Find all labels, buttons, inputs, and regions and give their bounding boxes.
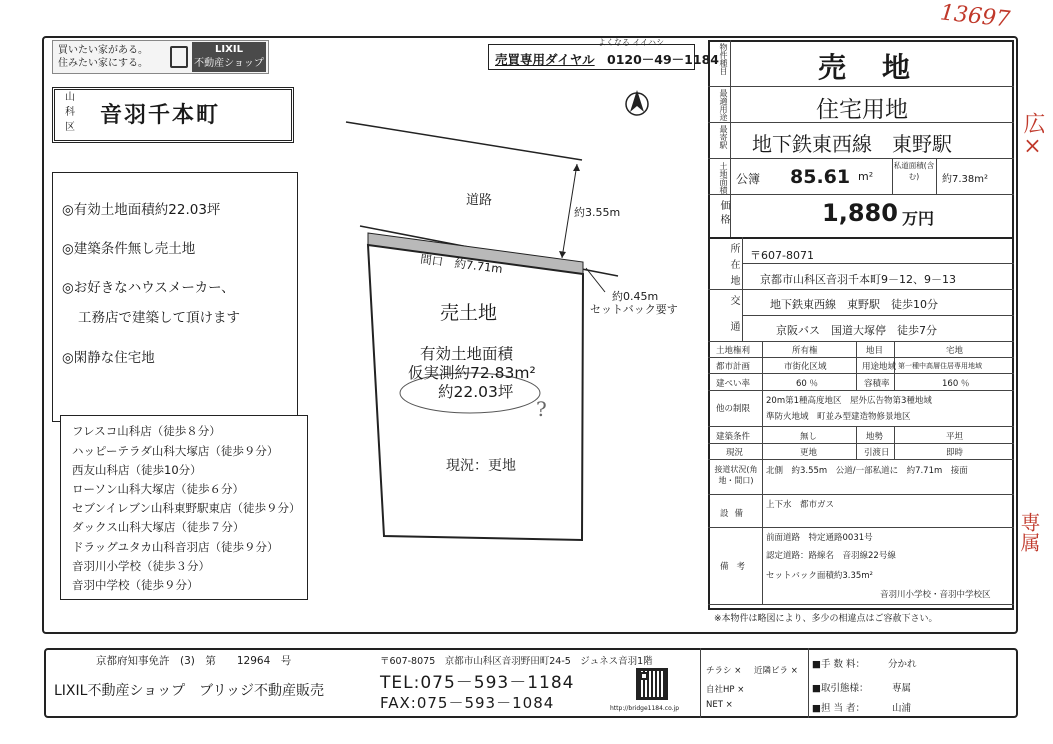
far-label: 容積率 [864, 379, 890, 389]
facilities: 上下水 都市ガス [766, 500, 835, 510]
frontage-label: 間口 約7.71m [419, 252, 504, 276]
nearby-item: 音羽川小学校（徒歩３分） [72, 559, 210, 573]
dial-sub: よくなる イイハシ [598, 38, 664, 47]
setback-width-label: 約0.45m [612, 290, 659, 303]
road-label: 道路 [466, 193, 493, 208]
property-address: 京都市山科区音羽千本町9－12、9－13 [760, 273, 956, 286]
private-road-label: 私道面積(含む) [893, 161, 935, 181]
logo-tagline-2: 住みたい家にする。 [58, 58, 148, 69]
nearby-item: ドラッグユタカ山科音羽店（徒歩９分） [72, 540, 279, 554]
disclaimer: ※本物件は略図により、多少の相違点はご容赦下さい。 [714, 614, 938, 624]
remarks-label: 備考 [720, 562, 754, 572]
road-edge-top [346, 122, 582, 160]
staff: 山浦 [892, 703, 912, 714]
road-access: 北側 約3.55m 公道/一部私道に 約7.71m 接面 [766, 466, 968, 476]
house-icon [170, 46, 188, 68]
category-label: 地目 [866, 346, 884, 356]
type-label: 物件種目 [719, 43, 728, 75]
area-prefix: 公簿 [736, 172, 761, 186]
nearby-item: セブンイレブン山科東野駅東店（徒歩９分） [72, 501, 301, 515]
handwritten-exclusive-mark: 専属 [1017, 512, 1041, 552]
license: 京都府知事免許 (3) 第 12964 号 [96, 655, 292, 667]
station-label: 最寄駅 [719, 125, 728, 149]
restrict-label: 他の制限 [716, 404, 751, 414]
coverage-label: 建ぺい率 [716, 379, 751, 389]
rights-label: 土地権利 [716, 346, 751, 356]
best-use: 住宅用地 [816, 97, 908, 123]
media-flyer: チラシ × [706, 666, 742, 676]
feature-item: ◎建築条件無し売土地 [62, 241, 196, 257]
use-label: 最適用途 [719, 89, 728, 121]
handover-label: 引渡日 [864, 448, 890, 458]
feature-item: ◎有効土地面積約22.03坪 [62, 202, 221, 218]
coverage-ratio: 60 ％ [796, 379, 819, 389]
nearest-station: 地下鉄東西線 東野駅 [752, 132, 952, 156]
ward-label: 山科区 [65, 92, 75, 133]
media-neighbor: 近隣ビラ × [754, 666, 798, 676]
handover: 即時 [946, 448, 964, 458]
fee: 分かれ [888, 659, 917, 670]
postal-code: 〒607-8071 [750, 249, 814, 262]
current-label: 現況 [726, 448, 744, 458]
facility-label: 設備 [720, 509, 750, 519]
area-unit: m² [858, 170, 874, 183]
hand-question: ? [536, 397, 547, 421]
nearby-item: 西友山科店（徒歩10分） [72, 463, 202, 477]
condition-label: 建築条件 [716, 432, 751, 442]
town-name: 音羽千本町 [100, 103, 221, 128]
logo-tagline [58, 44, 168, 70]
media-net: NET × [706, 700, 733, 710]
staff-label: ■担 当 者： [812, 703, 866, 714]
building-condition: 無し [800, 432, 818, 442]
form-label: ■取引態様： [812, 683, 869, 694]
zoning-label: 用途地域 [862, 362, 897, 372]
nearby-item: ダックス山科大塚店（徒歩７分） [72, 520, 245, 534]
qr-finder [640, 672, 648, 680]
zoning: 第一種中高層住居専用地域 [898, 362, 982, 370]
remarks-1: 前面道路 特定通路0031号 [766, 533, 873, 543]
road-width-label: 約3.55m [574, 206, 621, 219]
logo-brand-1: LIXIL [215, 44, 243, 55]
dial-label: 売買専用ダイヤル [495, 52, 595, 67]
terrain-label: 地勢 [866, 432, 884, 442]
media-hp: 自社HP × [706, 685, 745, 695]
current-status: 現況：更地 [446, 458, 516, 474]
address-label: 所在地 [728, 243, 739, 291]
area-tsubo: 約22.03坪 [438, 383, 514, 401]
area-measured: 仮実測約72.83m² [408, 364, 536, 382]
nearby-item: 音羽中学校（徒歩９分） [72, 578, 199, 592]
land-rights: 所有権 [792, 346, 818, 356]
price-label: 価格 [718, 200, 729, 228]
current-condition: 更地 [800, 448, 818, 458]
fax: FAX:075－593－1084 [380, 694, 555, 712]
phone: TEL:075－593－1184 [380, 673, 575, 693]
site-map [300, 80, 705, 560]
transport-label: 交通 [728, 295, 739, 347]
nearby-item: フレスコ山科店（徒歩８分） [72, 424, 221, 438]
lot-title: 売土地 [440, 302, 498, 324]
area-label-cell: 土地面積 [719, 162, 728, 194]
handwritten-ad-mark: 広× [1020, 112, 1045, 159]
property-type: 売 地 [818, 51, 915, 84]
website-url: http://bridge1184.co.jp [610, 705, 680, 712]
fee-label: ■手 数 料： [812, 659, 866, 670]
price: 1,880 [822, 199, 898, 227]
remarks-2: 認定道路：路線名 音羽線22号線 [766, 551, 896, 561]
floor-area-ratio: 160 ％ [942, 379, 970, 389]
terrain: 平坦 [946, 432, 964, 442]
dial-number: 0120－49－1184 [607, 52, 719, 67]
transport-line-2: 京阪バス 国道大塚停 徒歩7分 [776, 324, 937, 337]
logo-brand-2: 不動産ショップ [194, 58, 264, 69]
logo-tagline-1: 買いたい家がある。 [58, 45, 148, 56]
sales-dial [488, 44, 719, 70]
company-address: 〒607-8075 京都市山科区音羽野田町24-5 ジュネス音羽1階 [380, 656, 653, 667]
north-arrow-icon [626, 90, 648, 115]
feature-item: ◎お好きなハウスメーカー、 [62, 280, 235, 296]
city-plan: 市街化区域 [784, 362, 827, 372]
nearby-item: ハッピーテラダ山科大塚店（徒歩９分） [72, 444, 279, 458]
company-name: LIXIL不動産ショップ ブリッジ不動産販売 [54, 683, 325, 699]
plan-label: 都市計画 [716, 362, 751, 372]
nearby-item: ローソン山科大塚店（徒歩６分） [72, 482, 245, 496]
remarks-3: セットバック面積約3.35m² [766, 571, 873, 581]
transaction-form: 専属 [892, 683, 912, 694]
logo-brand [192, 42, 266, 72]
land-area: 85.61 [790, 166, 851, 188]
transport-line-1: 地下鉄東西線 東野駅 徒歩10分 [770, 298, 938, 311]
remarks-4: 音羽川小学校・音羽中学校区 [880, 590, 991, 600]
private-road-area: 約7.38m² [942, 174, 989, 185]
setback-note: セットバック要す [590, 303, 678, 316]
restriction-1: 20m第1種高度地区 屋外広告物第3種地域 [766, 396, 932, 406]
feature-item: 工務店で建築して頂けます [78, 310, 240, 326]
area-label: 有効土地面積 [420, 345, 514, 363]
handwritten-number: 13697 [938, 0, 1012, 33]
restriction-2: 準防火地域 町並み型建造物修景地区 [766, 412, 911, 422]
access-label: 接道状況(角地・間口) [714, 465, 758, 485]
land-category: 宅地 [946, 346, 964, 356]
feature-item: ◎閑静な住宅地 [62, 350, 155, 366]
price-unit: 万円 [902, 209, 935, 228]
